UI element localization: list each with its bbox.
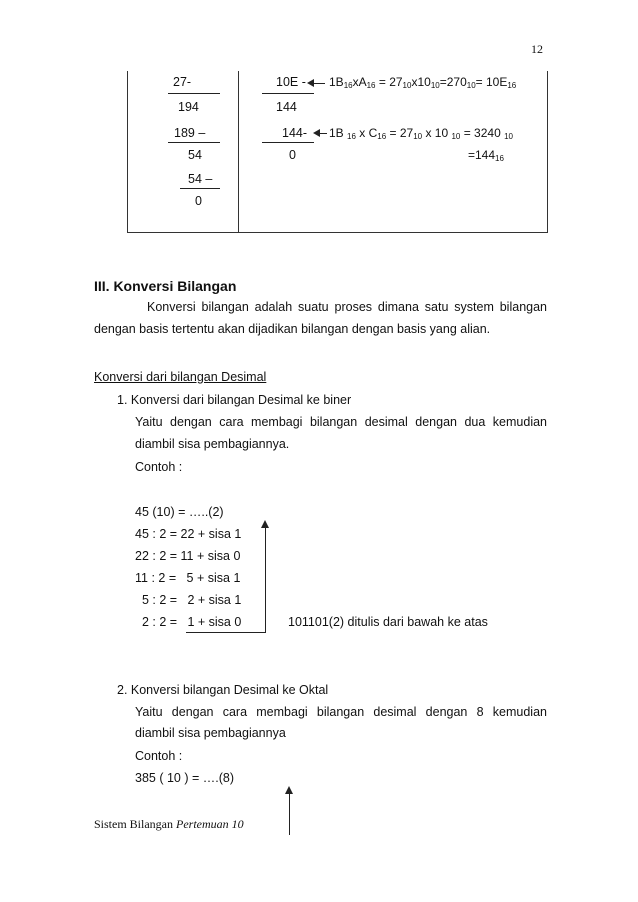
division-underline bbox=[168, 93, 220, 94]
division-step: 5 : 2 = 2 + sisa 1 bbox=[135, 593, 242, 607]
hex-underline bbox=[262, 142, 314, 143]
division-left-line-4: 54 bbox=[188, 148, 202, 162]
up-arrow-icon bbox=[265, 527, 266, 632]
item-2-title: 2. Konversi bilangan Desimal ke Oktal bbox=[117, 683, 329, 697]
left-arrow-icon bbox=[313, 83, 325, 84]
division-underline bbox=[180, 188, 220, 189]
item-2-example-label: Contoh : bbox=[135, 749, 183, 763]
division-left-line-5: 54 – bbox=[188, 172, 213, 186]
hex-right-line-3: 144- bbox=[282, 126, 308, 140]
division-step: 45 : 2 = 22 + sisa 1 bbox=[135, 527, 242, 541]
item-1-equation: 45 (10) = …..(2) bbox=[135, 505, 224, 519]
division-underline bbox=[168, 142, 220, 143]
page-number: 12 bbox=[531, 42, 543, 56]
division-step: 22 : 2 = 11 + sisa 0 bbox=[135, 549, 241, 563]
arrow-base-line bbox=[186, 632, 266, 633]
page-footer: Sistem Bilangan Pertemuan 10 bbox=[94, 817, 244, 831]
up-arrow-icon bbox=[289, 793, 290, 835]
item-1-example-label: Contoh : bbox=[135, 460, 183, 474]
intro-paragraph-line-1: Konversi bilangan adalah suatu proses dimana satu system bilangan bbox=[147, 300, 547, 314]
division-left-line-3: 189 – bbox=[174, 126, 206, 140]
hex-right-line-4: 0 bbox=[289, 148, 296, 162]
division-left-line-6: 0 bbox=[195, 194, 202, 208]
decimal-conversion-subheading: Konversi dari bilangan Desimal bbox=[94, 370, 267, 384]
hex-multiplication-equation-2: 1B $_{16}$ x $C_{16} = 27_{10}$ x 10 $_{10}$ = 3240 $_{10}$ bbox=[329, 126, 513, 141]
binary-result: 101101(2) ditulis dari bawah ke atas bbox=[288, 615, 488, 629]
left-arrow-icon bbox=[319, 133, 327, 134]
hex-underline bbox=[262, 93, 314, 94]
division-left-line-1: 27- bbox=[173, 75, 192, 89]
division-step: 11 : 2 = 5 + sisa 1 bbox=[135, 571, 241, 585]
division-step: 2 : 2 = 1 + sisa 0 bbox=[135, 615, 242, 629]
item-2-description-line-1: Yaitu dengan cara membagi bilangan desimal dengan 8 kemudian bbox=[135, 705, 547, 719]
hex-result: $=144_{16}$ bbox=[468, 148, 504, 163]
item-2-description-line-2: diambil sisa pembagiannya bbox=[135, 726, 286, 740]
section-heading: III. Konversi Bilangan bbox=[94, 278, 237, 294]
item-1-title: 1. Konversi dari bilangan Desimal ke biner bbox=[117, 393, 352, 407]
hex-right-line-1: 10E - bbox=[276, 75, 306, 89]
item-2-equation: 385 ( 10 ) = ….(8) bbox=[135, 771, 234, 785]
item-1-description-line-1: Yaitu dengan cara membagi bilangan desimal dengan dua kemudian bbox=[135, 415, 547, 429]
hex-right-line-2: 144 bbox=[276, 100, 297, 114]
hex-multiplication-equation-1: $1B_{16}xA_{16} = 27_{10}x10_{10}=270_{10}= 10E_{16}$ bbox=[329, 75, 517, 90]
intro-paragraph-line-2: dengan basis tertentu akan dijadikan bilangan dengan basis yang alian. bbox=[94, 322, 491, 336]
item-1-description-line-2: diambil sisa pembagiannya. bbox=[135, 437, 290, 451]
table-column-divider bbox=[238, 71, 239, 232]
division-left-line-2: 194 bbox=[178, 100, 199, 114]
